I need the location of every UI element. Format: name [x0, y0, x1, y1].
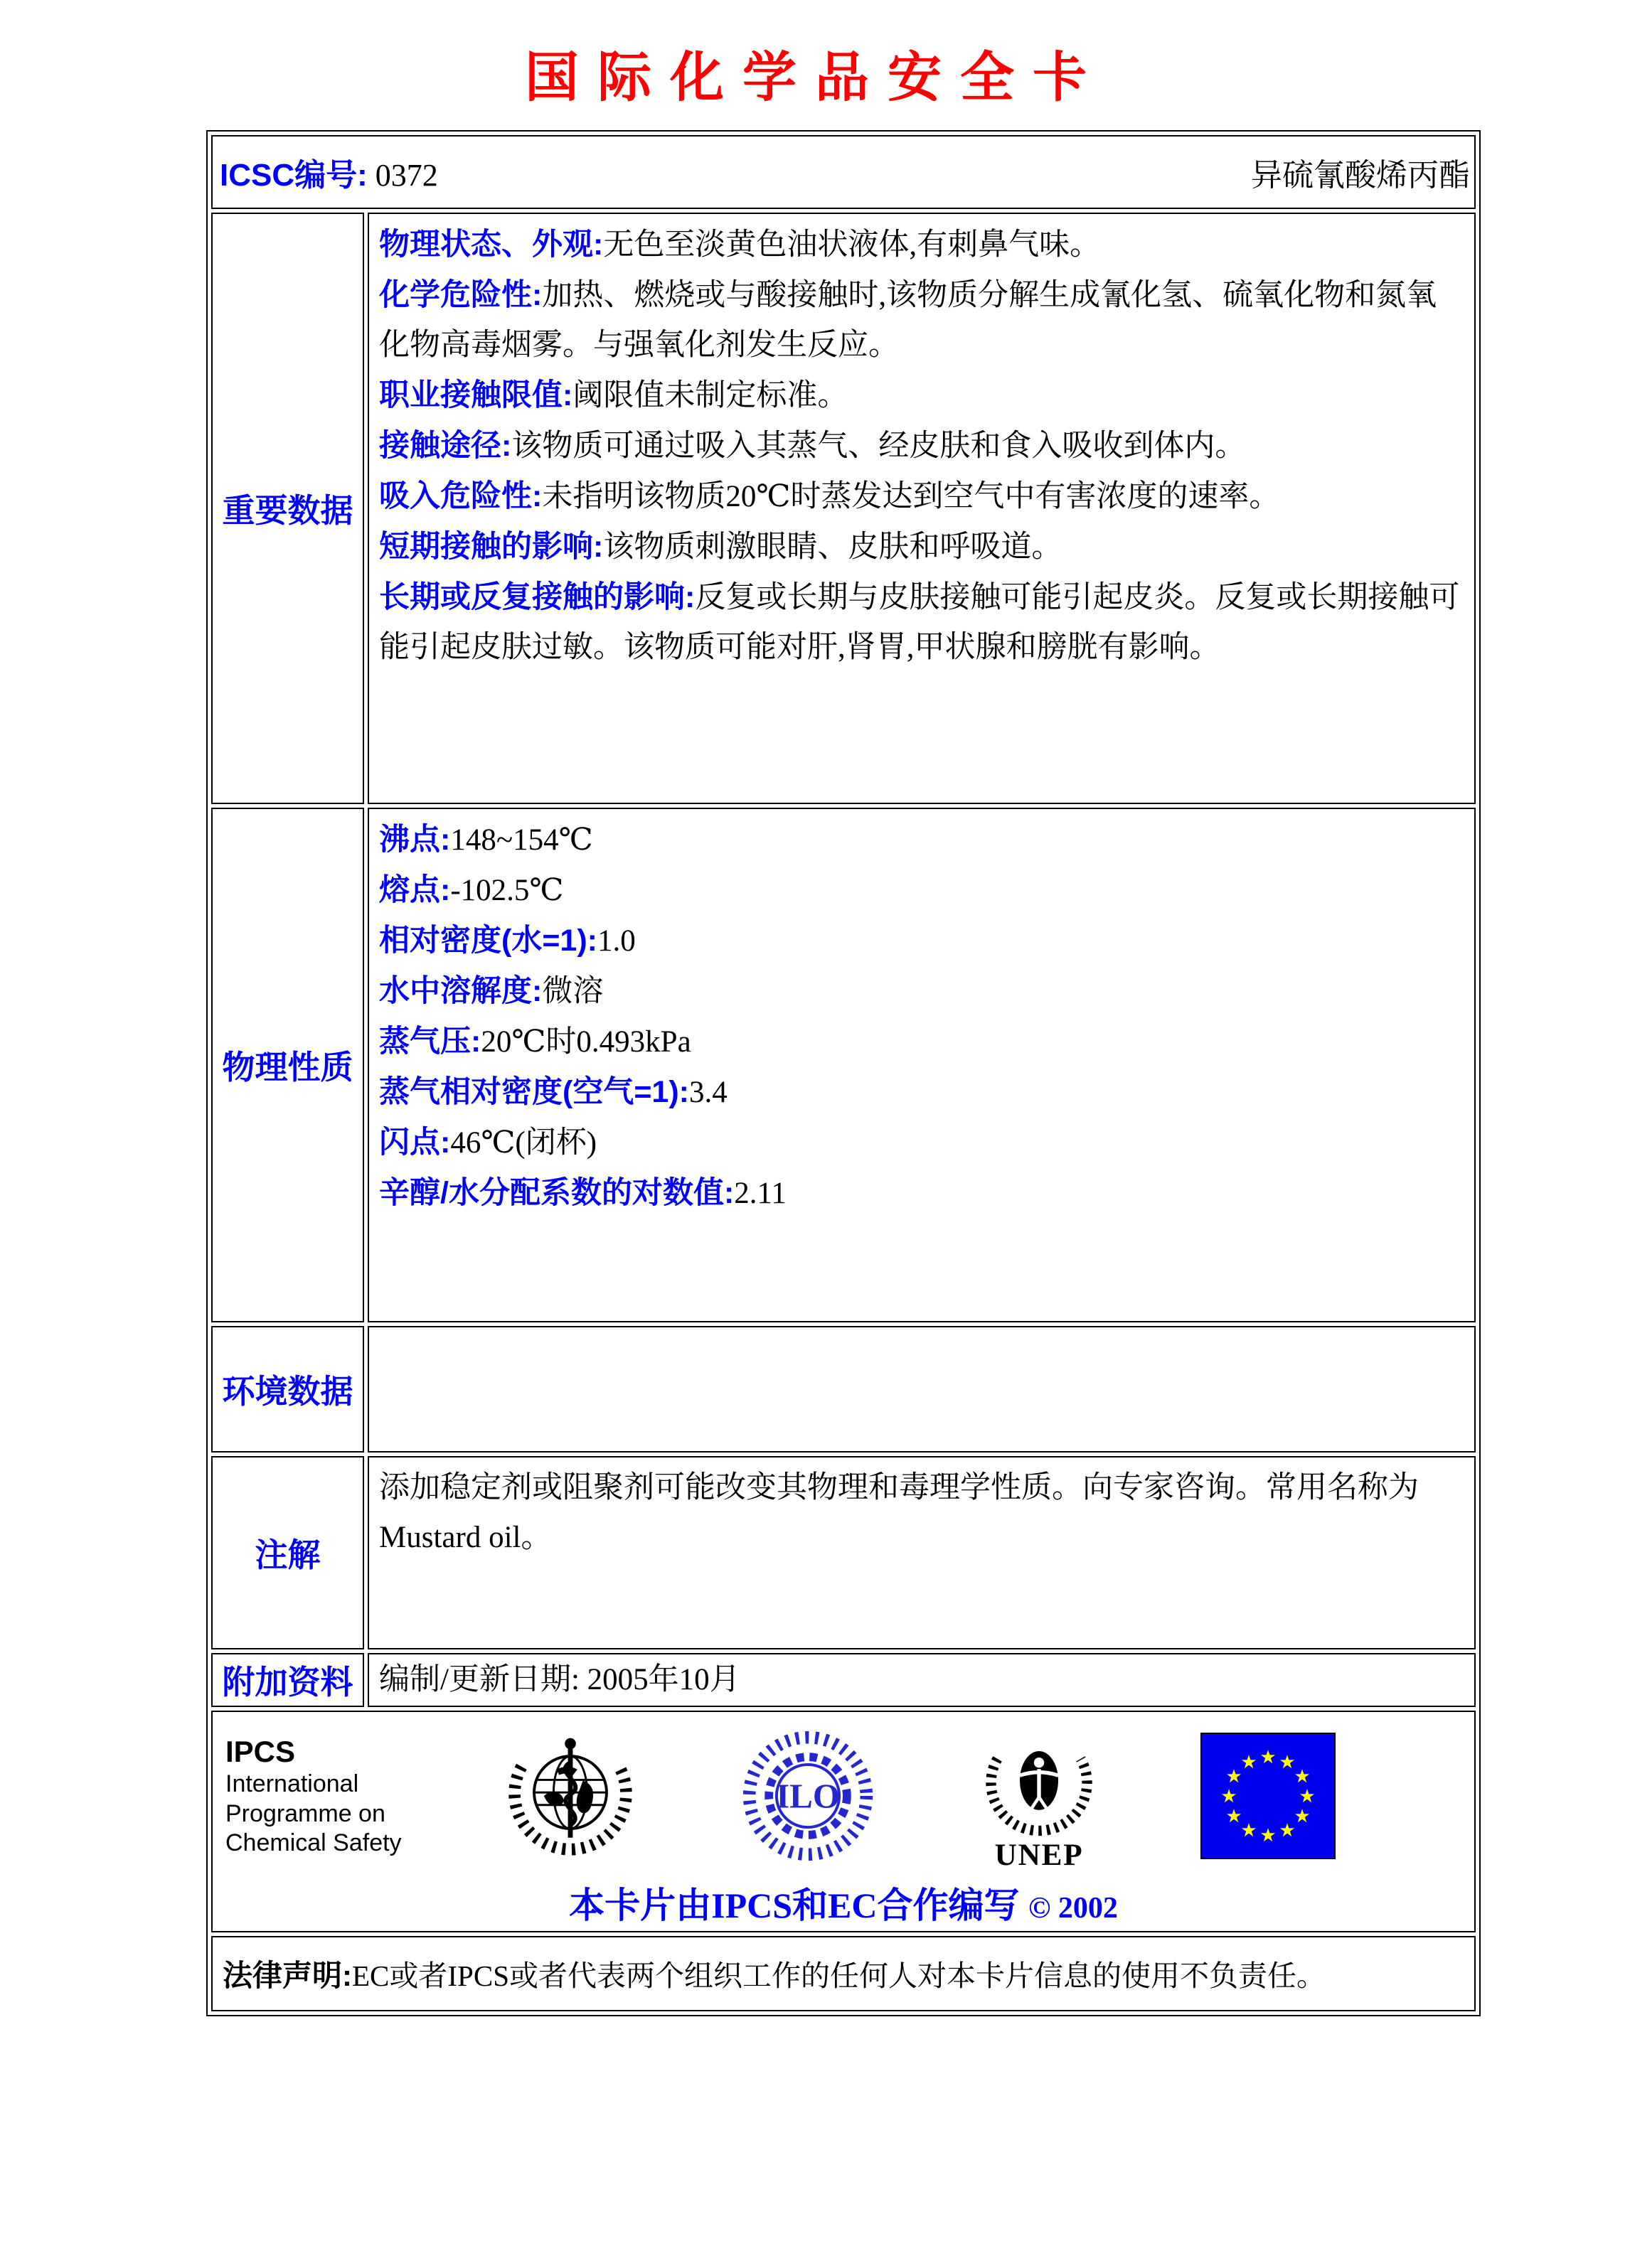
environmental-data-row: [211, 1326, 1476, 1453]
unep-logo-icon: [975, 1716, 1103, 1876]
physical-item: 闪点:46℃(闭杯): [379, 1125, 597, 1160]
physical-item: 水中溶解度:微溶: [379, 974, 604, 1008]
svg-text:★: ★: [1294, 1806, 1311, 1827]
notes-row: [211, 1456, 1476, 1649]
physical-properties-content: [368, 808, 1476, 1322]
legal-text: EC或者IPCS或者代表两个组织工作的任何人对本卡片信息的使用不负责任。: [352, 1959, 1326, 1992]
important-item: 短期接触的影响:该物质刺激眼睛、皮肤和呼吸道。: [379, 530, 1062, 564]
cooperation-text: 本卡片由IPCS和EC合作编写: [569, 1885, 1020, 1925]
copyright-text: © 2002: [1028, 1892, 1118, 1925]
physical-item: 蒸气压:20℃时0.493kPa: [379, 1025, 691, 1059]
important-item: 吸入危险性:未指明该物质20℃时蒸发达到空气中有害浓度的速率。: [379, 479, 1280, 513]
notes-content: 添加稳定剂或阻聚剂可能改变其物理和毒理学性质。向专家咨询。常用名称为Mustard oil。: [368, 1456, 1476, 1649]
row-label-additional-info: 附加资料: [211, 1653, 364, 1707]
icsc-number-label: ICSC编号:: [220, 158, 368, 193]
svg-text:★: ★: [1259, 1825, 1277, 1846]
important-item: 接触途径:该物质可通过吸入其蒸气、经皮肤和食入吸收到体内。: [379, 429, 1246, 463]
ipcs-abbr: IPCS: [225, 1735, 296, 1769]
important-data-content: [368, 213, 1476, 804]
physical-item: 熔点:-102.5℃: [379, 873, 564, 907]
additional-info-row: [211, 1653, 1476, 1707]
logos-row: [211, 1711, 1476, 1932]
important-item: 物理状态、外观:无色至淡黄色油状液体,有刺鼻气味。: [379, 228, 1101, 262]
ilo-logo-icon: [738, 1726, 878, 1866]
physical-item: 沸点:148~154℃: [379, 823, 593, 857]
svg-text:★: ★: [1259, 1747, 1277, 1768]
svg-text:★: ★: [1299, 1786, 1316, 1807]
additional-info-content: 编制/更新日期: 2005年10月: [368, 1653, 1476, 1707]
icsc-number-value: 0372: [375, 158, 438, 193]
important-item: 职业接触限值:阈限值未制定标准。: [379, 378, 848, 412]
svg-text:★: ★: [1220, 1786, 1237, 1807]
svg-text:★: ★: [1225, 1806, 1242, 1827]
eu-flag-icon: [1200, 1733, 1336, 1859]
row-label-important-data: 重要数据: [211, 213, 364, 804]
svg-text:★: ★: [1240, 1752, 1257, 1773]
card-header-row: [211, 135, 1476, 209]
important-data-row: [211, 213, 1476, 804]
chemical-name: 异硫氰酸烯丙酯: [1251, 158, 1470, 193]
important-item: 化学危险性:加热、燃烧或与酸接触时,该物质分解生成氰化氢、硫氧化物和氮氧化物高毒烟雾。与强氧化剂发生反应。: [379, 278, 1437, 362]
svg-text:★: ★: [1279, 1752, 1296, 1773]
physical-item: 辛醇/水分配系数的对数值:2.11: [379, 1176, 787, 1210]
who-logo-icon: [501, 1726, 640, 1866]
icsc-card-table: [206, 130, 1481, 2016]
legal-row: [211, 1936, 1476, 2011]
physical-item: 相对密度(水=1):1.0: [379, 924, 636, 958]
environmental-data-content: [368, 1326, 1476, 1453]
svg-text:★: ★: [1294, 1766, 1311, 1787]
row-label-notes: 注解: [211, 1456, 364, 1649]
ipcs-text-block: IPCS International Programme on Chemical Safety: [225, 1733, 403, 1858]
physical-item: 蒸气相对密度(空气=1):3.4: [379, 1075, 728, 1109]
row-label-physical-properties: 物理性质: [211, 808, 364, 1322]
logos-cell: [211, 1711, 1476, 1932]
svg-text:★: ★: [1225, 1766, 1242, 1787]
page-title: 国际化学品安全卡: [525, 48, 1105, 108]
important-item: 长期或反复接触的影响:反复或长期与皮肤接触可能引起皮炎。反复或长期接触可能引起皮肤过敏。该物质可能对肝,肾胃,甲状腺和膀胱有影响。: [379, 580, 1460, 664]
cooperation-line: [213, 1877, 1474, 1928]
svg-text:★: ★: [1240, 1820, 1257, 1841]
svg-text:ILO: ILO: [775, 1776, 840, 1816]
unep-label: UNEP: [994, 1839, 1084, 1873]
legal-cell: [211, 1936, 1476, 2011]
svg-text:★: ★: [1279, 1820, 1296, 1841]
icsc-number-group: [220, 149, 438, 195]
row-label-environmental-data: 环境数据: [211, 1326, 364, 1453]
legal-label: 法律声明:: [223, 1959, 352, 1992]
physical-properties-row: [211, 808, 1476, 1322]
